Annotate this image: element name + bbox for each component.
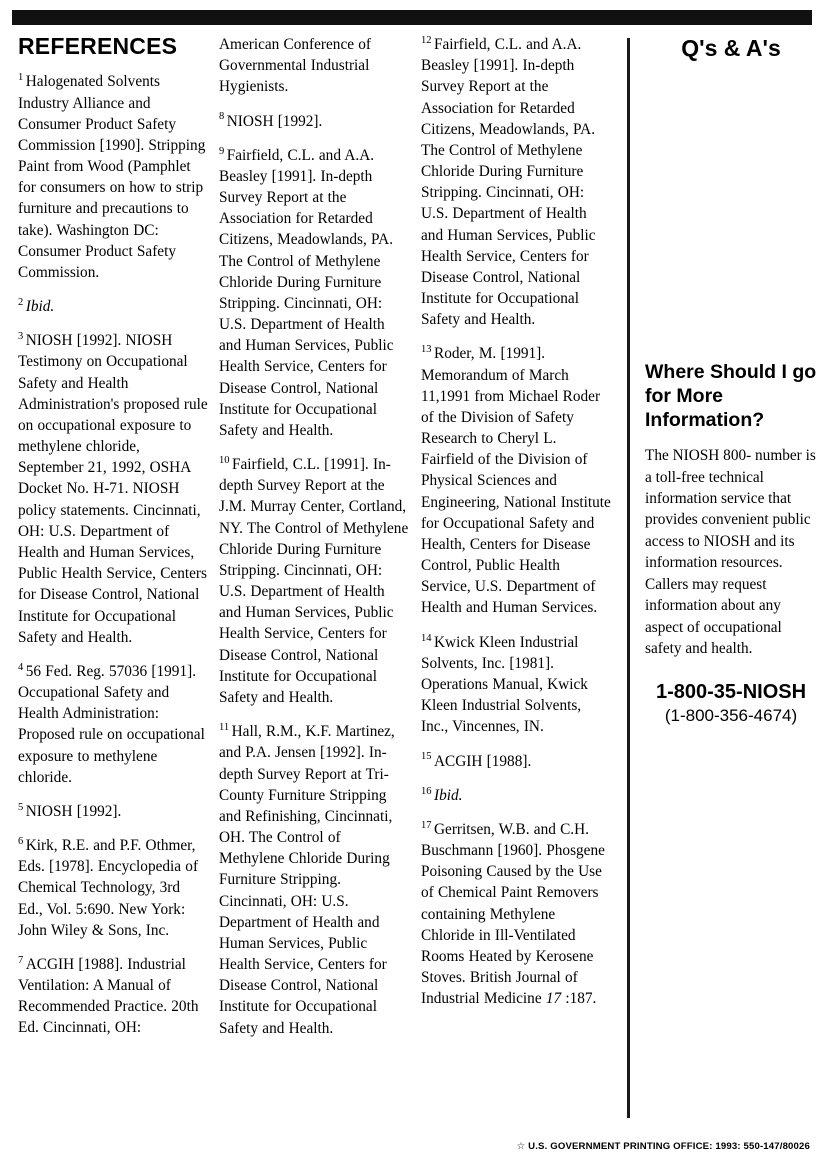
reference-entry — [421, 632, 611, 738]
reference-entry — [219, 721, 409, 1039]
reference-marker: 13 — [421, 344, 432, 356]
reference-text: NIOSH [1992]. — [226, 112, 323, 130]
reference-marker: 17 — [421, 819, 432, 831]
niosh-phone-vanity[interactable]: 1-800-35-NIOSH — [655, 681, 807, 704]
reference-marker: 3 — [18, 331, 24, 343]
reference-entry — [18, 661, 208, 788]
reference-marker: 1 — [18, 72, 24, 84]
reference-text: Kwick Kleen Industrial Solvents, Inc. [1981]. Operations Manual, Kwick Kleen Industrial Solvents, Inc., Vincennes, IN. — [421, 633, 588, 736]
reference-text: Fairfield, C.L. and A.A. Beasley [1991]. In-depth Survey Report at the Association for Retarded Citizens, Meadowlands, PA. The Control of Methylene Chloride During Furniture Stripping. Cincinnati, OH: U.S. Department of Health and Human Services, Public Health Service, Centers for Disease Control, National Institute for Occupational Safety and Health. — [421, 36, 596, 329]
qa-title: Q's & A's — [681, 35, 781, 61]
reference-volume: 17 — [545, 990, 562, 1008]
reference-pages: :187. — [561, 990, 597, 1008]
top-rule-bar — [12, 10, 812, 25]
references-column-3 — [421, 34, 611, 1022]
government-printing-office-footer: ☆ U.S. GOVERNMENT PRINTING OFFICE: 1993: 550-147/80026 — [516, 1141, 810, 1152]
reference-entry — [421, 751, 611, 772]
reference-continuation-text: American Conference of Governmental Industrial Hygienists. — [219, 36, 371, 96]
reference-continuation — [219, 34, 409, 98]
reference-text: NIOSH [1992]. NIOSH Testimony on Occupational Safety and Health Administration's proposed rule on occupational exposure to methylene chloride, September 21, 1992, OSHA Docket No. H-71. NIOSH policy statements. Cincinnati, OH: U.S. Department of Health and Human Services, Public Health Service, Centers for Disease Control, National Institute for Occupational Safety and Health. — [18, 332, 208, 646]
reference-text: Ibid. — [25, 298, 55, 316]
reference-marker: 15 — [421, 751, 432, 763]
reference-marker: 9 — [219, 145, 225, 157]
reference-entry — [421, 819, 611, 1010]
reference-marker: 4 — [18, 661, 24, 673]
reference-marker: 12 — [421, 34, 432, 46]
reference-marker: 5 — [18, 801, 24, 813]
reference-text: Roder, M. [1991]. Memorandum of March 11,1991 from Michael Roder of the Division of Safety Research to Cheryl L. Fairfield of the Division of Physical Sciences and Engineering, National Institute for Occupational Safety and Health, Centers for Disease Control, Public Health Service, U.S. Department of Health and Human Services. — [421, 345, 611, 617]
references-column-1 — [18, 34, 208, 1052]
niosh-phone-numeric[interactable]: (1-800-356-4674) — [664, 706, 798, 726]
reference-list-2 — [219, 111, 409, 1039]
reference-text: Gerritsen, W.B. and C.H. Buschmann [1960]. Phosgene Poisoning Caused by the Use of Chemical Paint Removers containing Methylene Chloride in Ill-Ventilated Rooms Heated by Kerosene Stoves. British Journal of Industrial Medicine — [421, 820, 605, 1008]
sidebar-column — [645, 34, 817, 726]
reference-entry — [421, 343, 611, 618]
reference-marker: 14 — [421, 632, 432, 644]
reference-entry — [18, 71, 208, 283]
reference-entry — [18, 835, 208, 941]
reference-entry — [421, 34, 611, 330]
reference-text: ACGIH [1988]. — [434, 752, 532, 770]
references-column-2 — [219, 34, 409, 1052]
reference-text: Fairfield, C.L. and A.A. Beasley [1991]. In-depth Survey Report at the Association for Retarded Citizens, Meadowlands, PA. The Control of Methylene Chloride During Furniture Stripping. Cincinnati, OH: U.S. Department of Health and Human Services, Public Health Service, Centers for Disease Control, National Institute for Occupational Safety and Health. — [219, 146, 394, 439]
reference-marker: 10 — [219, 455, 230, 466]
reference-text: Halogenated Solvents Industry Alliance and Consumer Product Safety Commission [1990]. Stripping Paint from Wood (Pamphlet for consumers on how to strip furniture and precautions to take). Washington DC: Consumer Product Safety Commission. — [18, 73, 206, 281]
reference-text: Hall, R.M., K.F. Martinez, and P.A. Jensen [1992]. In-depth Survey Report at Tri-County Furniture Stripping and Refinishing, Cincinnati, OH. The Control of Methylene Chloride During Furniture Stripping. Cincinnati, OH: U.S. Department of Health and Human Services, Public Health Service, Centers for Disease Control, National Institute for Occupational Safety and Health. — [219, 723, 395, 1037]
reference-entry — [219, 145, 409, 441]
reference-text: ACGIH [1988]. Industrial Ventilation: A Manual of Recommended Practice. 20th Ed. Cincinnati, OH: — [18, 955, 199, 1037]
reference-text: 56 Fed. Reg. 57036 [1991]. Occupational Safety and Health Administration: Proposed rule on occupational exposure to methylene chloride. — [18, 662, 205, 786]
reference-text: Kirk, R.E. and P.F. Othmer, Eds. [1978]. Encyclopedia of Chemical Technology, 3rd Ed., Vol. 5:690. New York: John Wiley & Sons, Inc. — [18, 837, 199, 939]
reference-entry — [18, 330, 208, 648]
more-information-block — [645, 361, 817, 726]
references-heading: REFERENCES — [18, 33, 178, 59]
reference-text: Ibid. — [434, 786, 463, 804]
more-information-body: The NIOSH 800- number is a toll-free technical information service that provides convenient public access to NIOSH and its information resources. Callers may request information about any aspect of occupational safety and health. — [645, 447, 816, 657]
reference-marker: 7 — [18, 954, 24, 966]
reference-entry — [18, 296, 208, 317]
reference-text: NIOSH [1992]. — [25, 802, 122, 820]
reference-entry — [219, 454, 409, 708]
reference-entry — [18, 801, 208, 822]
more-information-heading: Where Should I go for More Information? — [645, 361, 817, 432]
reference-entry — [421, 785, 611, 806]
reference-entry — [18, 954, 208, 1039]
reference-list-3 — [421, 34, 611, 1009]
reference-text: Fairfield, C.L. [1991]. In-depth Survey Report at the J.M. Murray Center, Cortland, NY. The Control of Methylene Chloride During Furniture Stripping. Cincinnati, OH: U.S. Department of Health and Human Services, Public Health Service, Centers for Disease Control, National Institute for Occupational Safety and Health. — [219, 456, 409, 706]
reference-marker: 6 — [18, 835, 24, 847]
page-body — [0, 34, 823, 1114]
reference-marker: 8 — [219, 111, 225, 123]
reference-marker: 2 — [18, 297, 24, 308]
reference-list-1 — [18, 71, 208, 1038]
reference-entry — [219, 111, 409, 132]
reference-marker: 11 — [219, 722, 230, 734]
reference-marker: 16 — [421, 785, 432, 797]
